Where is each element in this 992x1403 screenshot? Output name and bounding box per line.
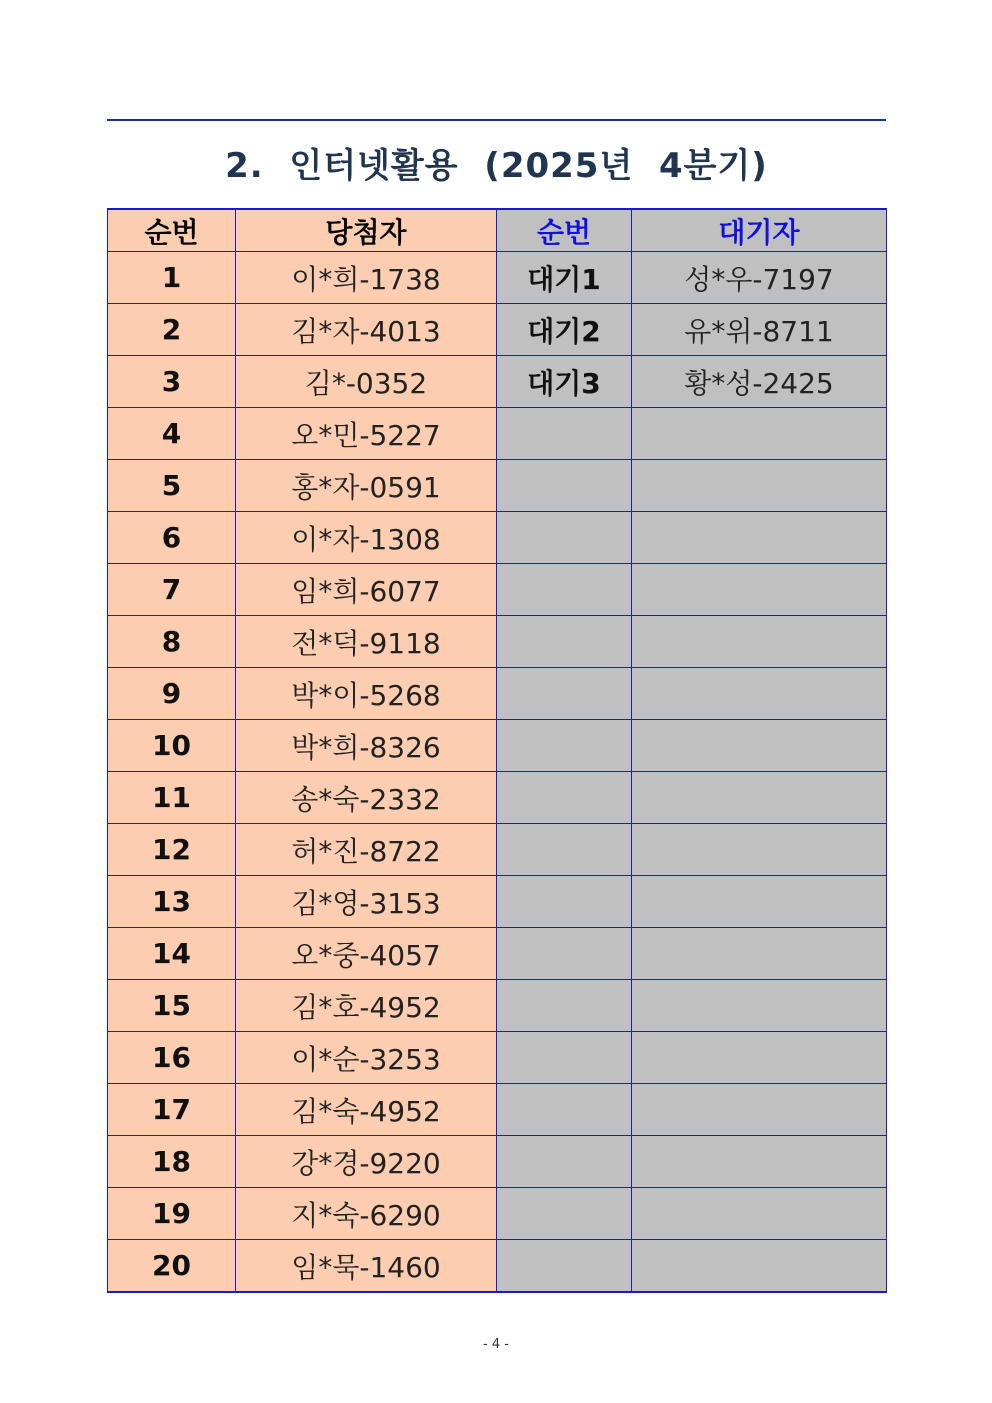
winner-cell: 지*숙-6290 [236,1188,497,1240]
waitlist-cell: 황*성-2425 [632,356,887,408]
table-row [108,720,887,772]
results-table-body [108,209,887,1292]
rank-cell: 20 [108,1240,236,1293]
winner-cell: 전*덕-9118 [236,616,497,668]
results-table [107,208,887,1293]
wait-rank-cell [497,928,632,980]
winner-cell: 홍*자-0591 [236,460,497,512]
wait-rank-cell: 대기3 [497,356,632,408]
winner-cell: 김*영-3153 [236,876,497,928]
winner-cell: 김*자-4013 [236,304,497,356]
rank-cell: 8 [108,616,236,668]
page-number: - 4 - [483,1337,509,1352]
table-row [108,564,887,616]
table-row [108,1084,887,1136]
winner-cell: 오*중-4057 [236,928,497,980]
winner-cell: 임*희-6077 [236,564,497,616]
waitlist-cell [632,1032,887,1084]
winner-cell: 강*경-9220 [236,1136,497,1188]
rank-cell: 19 [108,1188,236,1240]
wait-rank-cell [497,980,632,1032]
table-row [108,1032,887,1084]
wait-rank-cell [497,512,632,564]
waitlist-cell [632,1136,887,1188]
table-row [108,928,887,980]
waitlist-cell [632,1084,887,1136]
waitlist-cell [632,1188,887,1240]
table-row [108,668,887,720]
waitlist-cell [632,512,887,564]
wait-rank-cell [497,616,632,668]
waitlist-cell [632,720,887,772]
table-row [108,356,887,408]
wait-rank-cell: 대기1 [497,252,632,304]
rank-cell: 14 [108,928,236,980]
table-row [108,1188,887,1240]
header-wait-rank: 순번 [497,209,632,252]
table-row [108,1136,887,1188]
table-row [108,252,887,304]
winner-cell: 송*숙-2332 [236,772,497,824]
top-rule [107,119,886,121]
wait-rank-cell [497,824,632,876]
header-waitlist: 대기자 [632,209,887,252]
waitlist-cell: 성*우-7197 [632,252,887,304]
waitlist-cell: 유*위-8711 [632,304,887,356]
winner-cell: 오*민-5227 [236,408,497,460]
winner-cell: 박*이-5268 [236,668,497,720]
rank-cell: 3 [108,356,236,408]
wait-rank-cell [497,408,632,460]
table-row [108,408,887,460]
rank-cell: 16 [108,1032,236,1084]
rank-cell: 4 [108,408,236,460]
rank-cell: 15 [108,980,236,1032]
header-winner: 당첨자 [236,209,497,252]
winner-cell: 임*묵-1460 [236,1240,497,1293]
wait-rank-cell [497,1084,632,1136]
rank-cell: 2 [108,304,236,356]
table-row [108,1240,887,1293]
wait-rank-cell [497,772,632,824]
waitlist-cell [632,408,887,460]
table-row [108,304,887,356]
wait-rank-cell [497,460,632,512]
winner-cell: 이*자-1308 [236,512,497,564]
wait-rank-cell [497,1240,632,1293]
table-row [108,616,887,668]
wait-rank-cell [497,668,632,720]
wait-rank-cell: 대기2 [497,304,632,356]
waitlist-cell [632,1240,887,1293]
winner-cell: 허*진-8722 [236,824,497,876]
header-rank: 순번 [108,209,236,252]
table-row [108,512,887,564]
waitlist-cell [632,668,887,720]
table-row [108,772,887,824]
waitlist-cell [632,824,887,876]
waitlist-cell [632,772,887,824]
rank-cell: 6 [108,512,236,564]
wait-rank-cell [497,720,632,772]
waitlist-cell [632,876,887,928]
winner-cell: 김*호-4952 [236,980,497,1032]
waitlist-cell [632,564,887,616]
waitlist-cell [632,980,887,1032]
waitlist-cell [632,460,887,512]
table-row [108,980,887,1032]
rank-cell: 17 [108,1084,236,1136]
winner-cell: 김*숙-4952 [236,1084,497,1136]
rank-cell: 10 [108,720,236,772]
rank-cell: 1 [108,252,236,304]
winner-cell: 이*희-1738 [236,252,497,304]
winner-cell: 박*희-8326 [236,720,497,772]
rank-cell: 18 [108,1136,236,1188]
table-header-row [108,209,887,252]
waitlist-cell [632,928,887,980]
rank-cell: 5 [108,460,236,512]
page-title: 2. 인터넷활용 (2025년 4분기) [225,146,768,186]
wait-rank-cell [497,1188,632,1240]
rank-cell: 9 [108,668,236,720]
winner-cell: 김*-0352 [236,356,497,408]
wait-rank-cell [497,1136,632,1188]
rank-cell: 11 [108,772,236,824]
winner-cell: 이*순-3253 [236,1032,497,1084]
wait-rank-cell [497,876,632,928]
wait-rank-cell [497,564,632,616]
wait-rank-cell [497,1032,632,1084]
table-row [108,876,887,928]
waitlist-cell [632,616,887,668]
table-row [108,824,887,876]
table-row [108,460,887,512]
rank-cell: 12 [108,824,236,876]
rank-cell: 13 [108,876,236,928]
rank-cell: 7 [108,564,236,616]
